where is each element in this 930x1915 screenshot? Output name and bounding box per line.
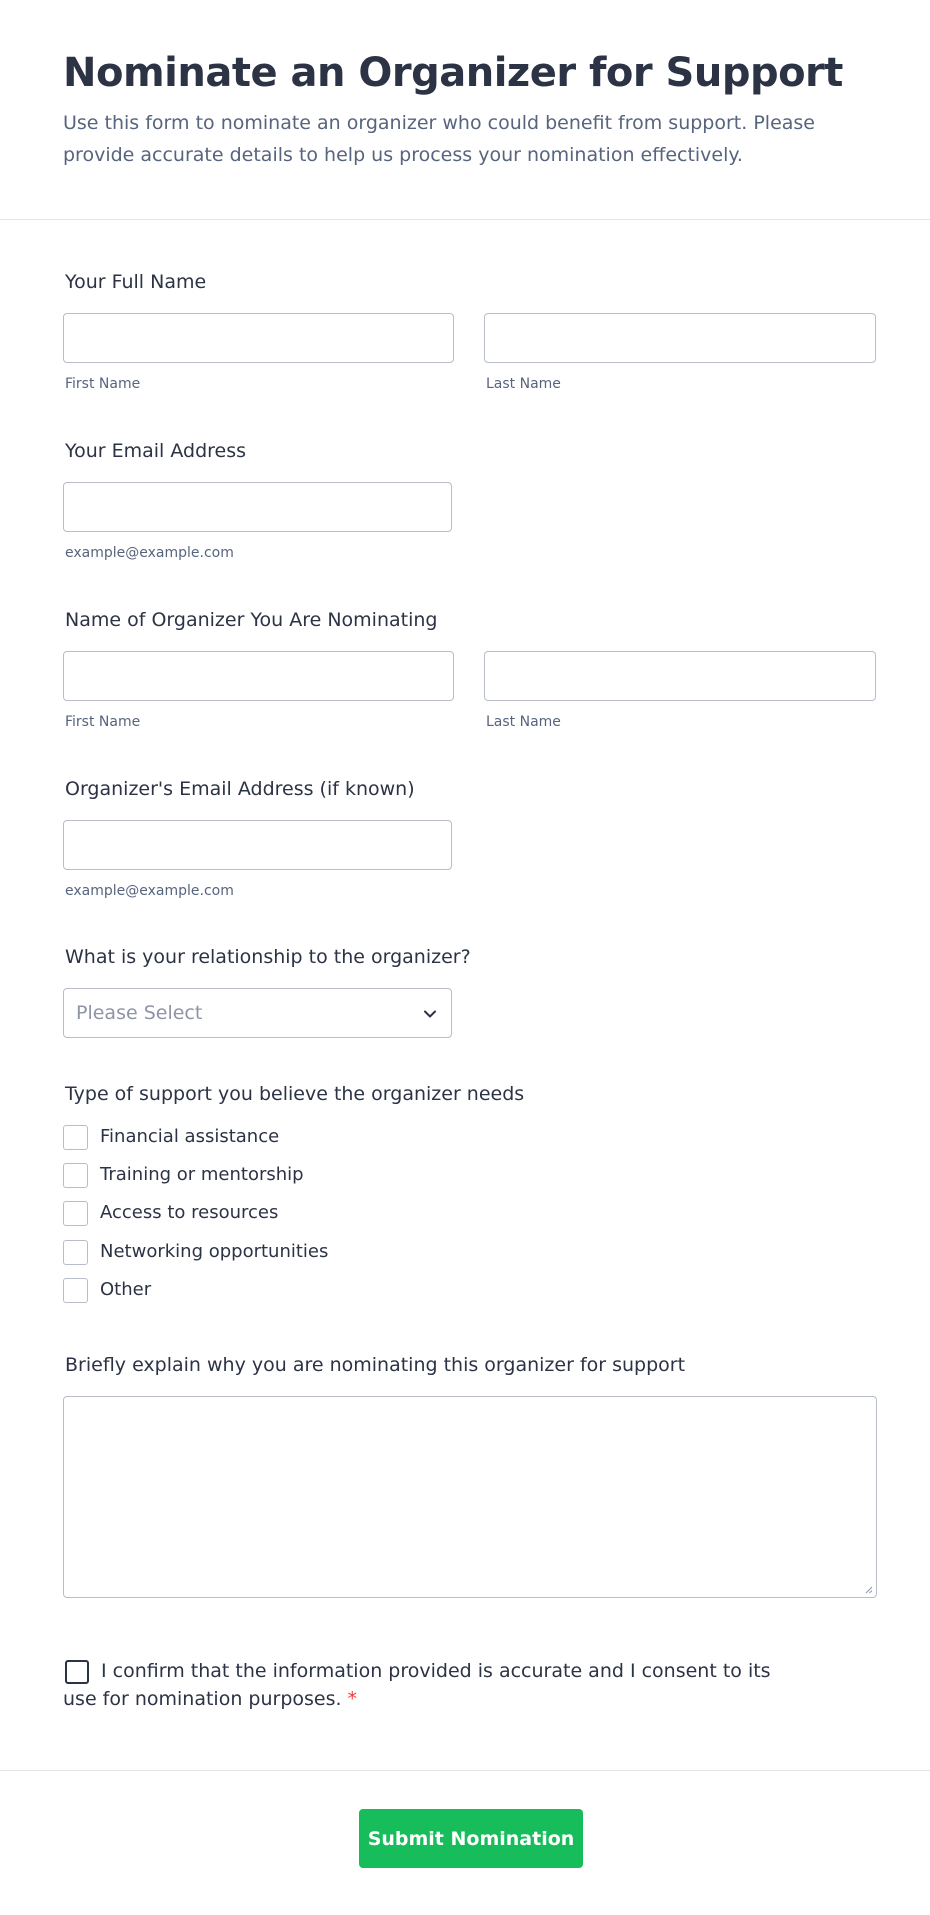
consent-label — [63, 1657, 793, 1713]
your-email-sublabel: example@example.com — [65, 545, 234, 561]
relationship-label: What is your relationship to the organizer? — [65, 946, 471, 968]
organizer-email-sublabel: example@example.com — [65, 883, 234, 899]
consent-text: I confirm that the information provided is accurate and I consent to its use for nomination purposes. — [63, 1660, 771, 1710]
checkbox[interactable] — [63, 1201, 88, 1226]
organizer-name-label: Name of Organizer You Are Nominating — [65, 609, 438, 631]
chevron-down-icon — [423, 1007, 437, 1021]
relationship-select-value: Please Select — [76, 1002, 203, 1024]
your-first-name-sublabel: First Name — [65, 376, 141, 392]
checkbox[interactable] — [63, 1163, 88, 1188]
explanation-textarea[interactable] — [63, 1396, 877, 1598]
your-last-name-sublabel: Last Name — [486, 376, 561, 392]
required-mark: * — [347, 1688, 358, 1710]
checkbox-label: Training or mentorship — [100, 1164, 304, 1185]
support-type-label: Type of support you believe the organizer needs — [65, 1083, 525, 1105]
checkbox[interactable] — [63, 1240, 88, 1265]
your-email-label: Your Email Address — [65, 440, 247, 462]
organizer-first-name-sublabel: First Name — [65, 714, 141, 730]
checkbox-label: Financial assistance — [100, 1126, 280, 1147]
your-first-name-input[interactable] — [63, 313, 454, 363]
page-title: Nominate an Organizer for Support — [63, 50, 843, 96]
your-email-input[interactable] — [63, 482, 452, 532]
checkbox-label: Other — [100, 1279, 152, 1300]
submit-nomination-button[interactable]: Submit Nomination — [359, 1809, 583, 1868]
your-last-name-input[interactable] — [484, 313, 876, 363]
page-description: Use this form to nominate an organizer who could benefit from support. Please provide accurate details to help us process your nomination effectively. — [63, 112, 815, 166]
resize-grip-icon[interactable] — [863, 1584, 873, 1594]
organizer-last-name-input[interactable] — [484, 651, 876, 701]
form-header — [0, 0, 930, 220]
checkbox[interactable] — [63, 1125, 88, 1150]
explanation-label: Briefly explain why you are nominating this organizer for support — [65, 1354, 686, 1376]
organizer-email-label: Organizer's Email Address (if known) — [65, 778, 415, 800]
organizer-last-name-sublabel: Last Name — [486, 714, 561, 730]
organizer-first-name-input[interactable] — [63, 651, 454, 701]
relationship-select[interactable] — [63, 988, 452, 1038]
your-name-label: Your Full Name — [65, 271, 207, 293]
checkbox-label: Networking opportunities — [100, 1241, 329, 1262]
organizer-email-input[interactable] — [63, 820, 452, 870]
checkbox-label: Access to resources — [100, 1202, 279, 1223]
checkbox[interactable] — [63, 1278, 88, 1303]
